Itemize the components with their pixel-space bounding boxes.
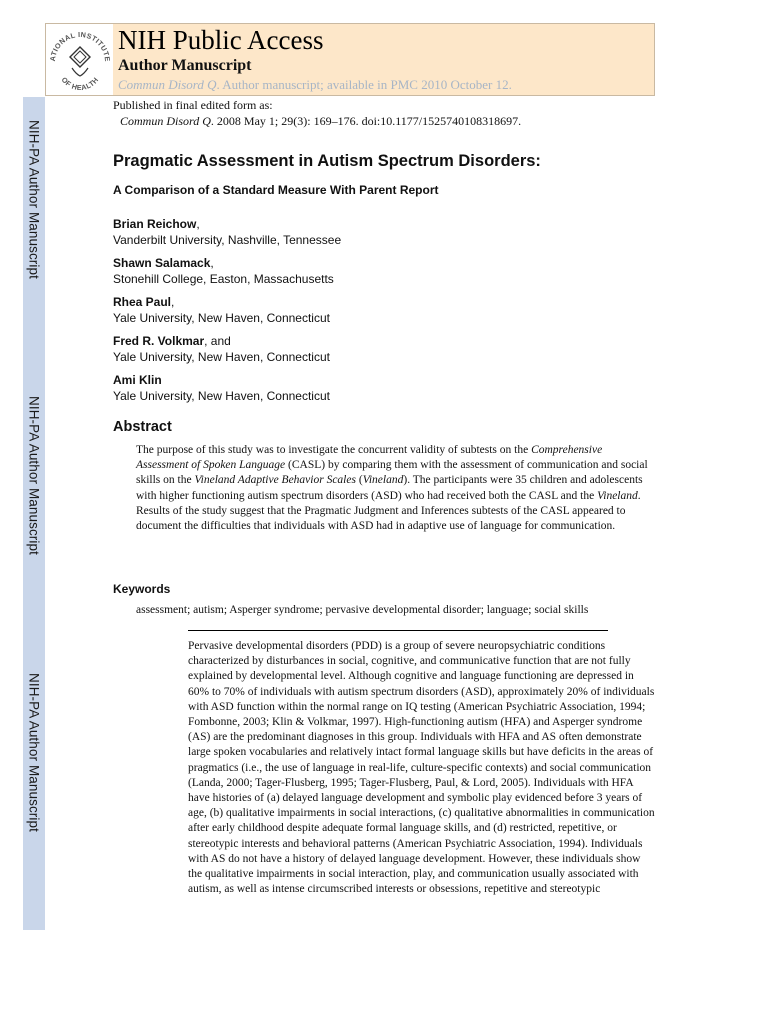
header-subtitle: Author Manuscript — [118, 57, 252, 74]
header-citation: Commun Disord Q. Author manuscript; available in PMC 2010 October 12. — [118, 77, 512, 92]
article-title: Pragmatic Assessment in Autism Spectrum Disorders: — [113, 152, 541, 170]
nih-seal-icon — [46, 24, 113, 95]
published-citation: Commun Disord Q. 2008 May 1; 29(3): 169–176. doi:10.1177/1525740108318697. — [120, 113, 522, 128]
keywords-heading: Keywords — [113, 582, 171, 596]
published-in — [113, 98, 521, 129]
header-title: NIH Public Access — [118, 25, 324, 55]
keywords-text: assessment; autism; Asperger syndrome; pervasive developmental disorder; language; social skills — [136, 604, 589, 616]
body-paragraph: Pervasive developmental disorders (PDD) is a group of severe neuropsychiatric conditions characterized by disturbances in social, cognitive, and communicative function that are not fully explained by developmental level. Although cognitive and language functioning are depressed in 60% to 70% of individuals with autism spectrum disorders (ASD), approximately 20% of individuals with ASD function within the normal range on IQ testing (American Psychiatric Association, 1994; Fombonne, 2003; Klin & Volkmar, 1997). High-functioning autism (HFA) and Asperger syndrome (AS) are the predominant diagnoses in this group. Individuals with HFA and AS often demonstrate large spoken vocabularies and relatively intact formal language skills but have deficits in the areas of pragmatics (i.e., the use of language in real-life, culture-specific contexts) and social communication (Landa, 2000; Tager-Flusberg, 1995; Tager-Flusberg, Paul, & Lord, 2005). Individuals with HFA have histories of (a) delayed language development and symbolic play evidenced before 3 years of age, (b) qualitative impairments in social interactions, (c) qualitative abnormalities in communication after early childhood despite adequate formal language skills, and (d) restricted, repetitive, or stereotypic interests and behavioral patterns (American Psychiatric Association, 1994). Individuals with AS do not have a history of delayed language development. However, these individuals show the qualitative impairments in social interaction, play, and communication usually associated with autism, as well as intense circumscribed interests or obsessions, repetitive and stereotypic — [188, 640, 655, 896]
side-label-3: NIH-PA Author Manuscript — [26, 673, 42, 832]
author-block: Fred R. Volkmar, and Yale University, New Haven, Connecticut — [113, 334, 330, 364]
author-block: Ami Klin Yale University, New Haven, Connecticut — [113, 373, 330, 403]
abstract-text: The purpose of this study was to investigate the concurrent validity of subtests on the Comprehensive Assessment of Spoken Language (CASL) by comparing them with the assessment of communication and social skills on the Vineland Adaptive Behavior Scales (Vineland). The participants were 35 children and adolescents with higher functioning autism spectrum disorders (ASD) who had received both the CASL and the Vineland. Results of the study suggest that the Pragmatic Judgment and Inferences subtests of the CASL appeared to document the difficulties that individuals with ASD had in adaptive use of language for communication. — [136, 444, 648, 533]
article-subtitle: A Comparison of a Standard Measure With Parent Report — [113, 183, 439, 197]
side-label-1: NIH-PA Author Manuscript — [26, 120, 42, 279]
published-intro: Published in final edited form as: — [113, 98, 273, 112]
author-block: Rhea Paul, Yale University, New Haven, Connecticut — [113, 295, 330, 325]
author-block: Brian Reichow, Vanderbilt University, Nashville, Tennessee — [113, 217, 342, 247]
svg-text:OF HEALTH: OF HEALTH — [59, 75, 101, 93]
section-divider — [188, 630, 608, 631]
svg-text:NATIONAL INSTITUTES: ATIONAL INSTITUTE — [47, 29, 113, 63]
abstract-heading: Abstract — [113, 419, 172, 435]
side-label-2: NIH-PA Author Manuscript — [26, 395, 42, 555]
author-block: Shawn Salamack, Stonehill College, Easton, Massachusetts — [113, 256, 334, 286]
